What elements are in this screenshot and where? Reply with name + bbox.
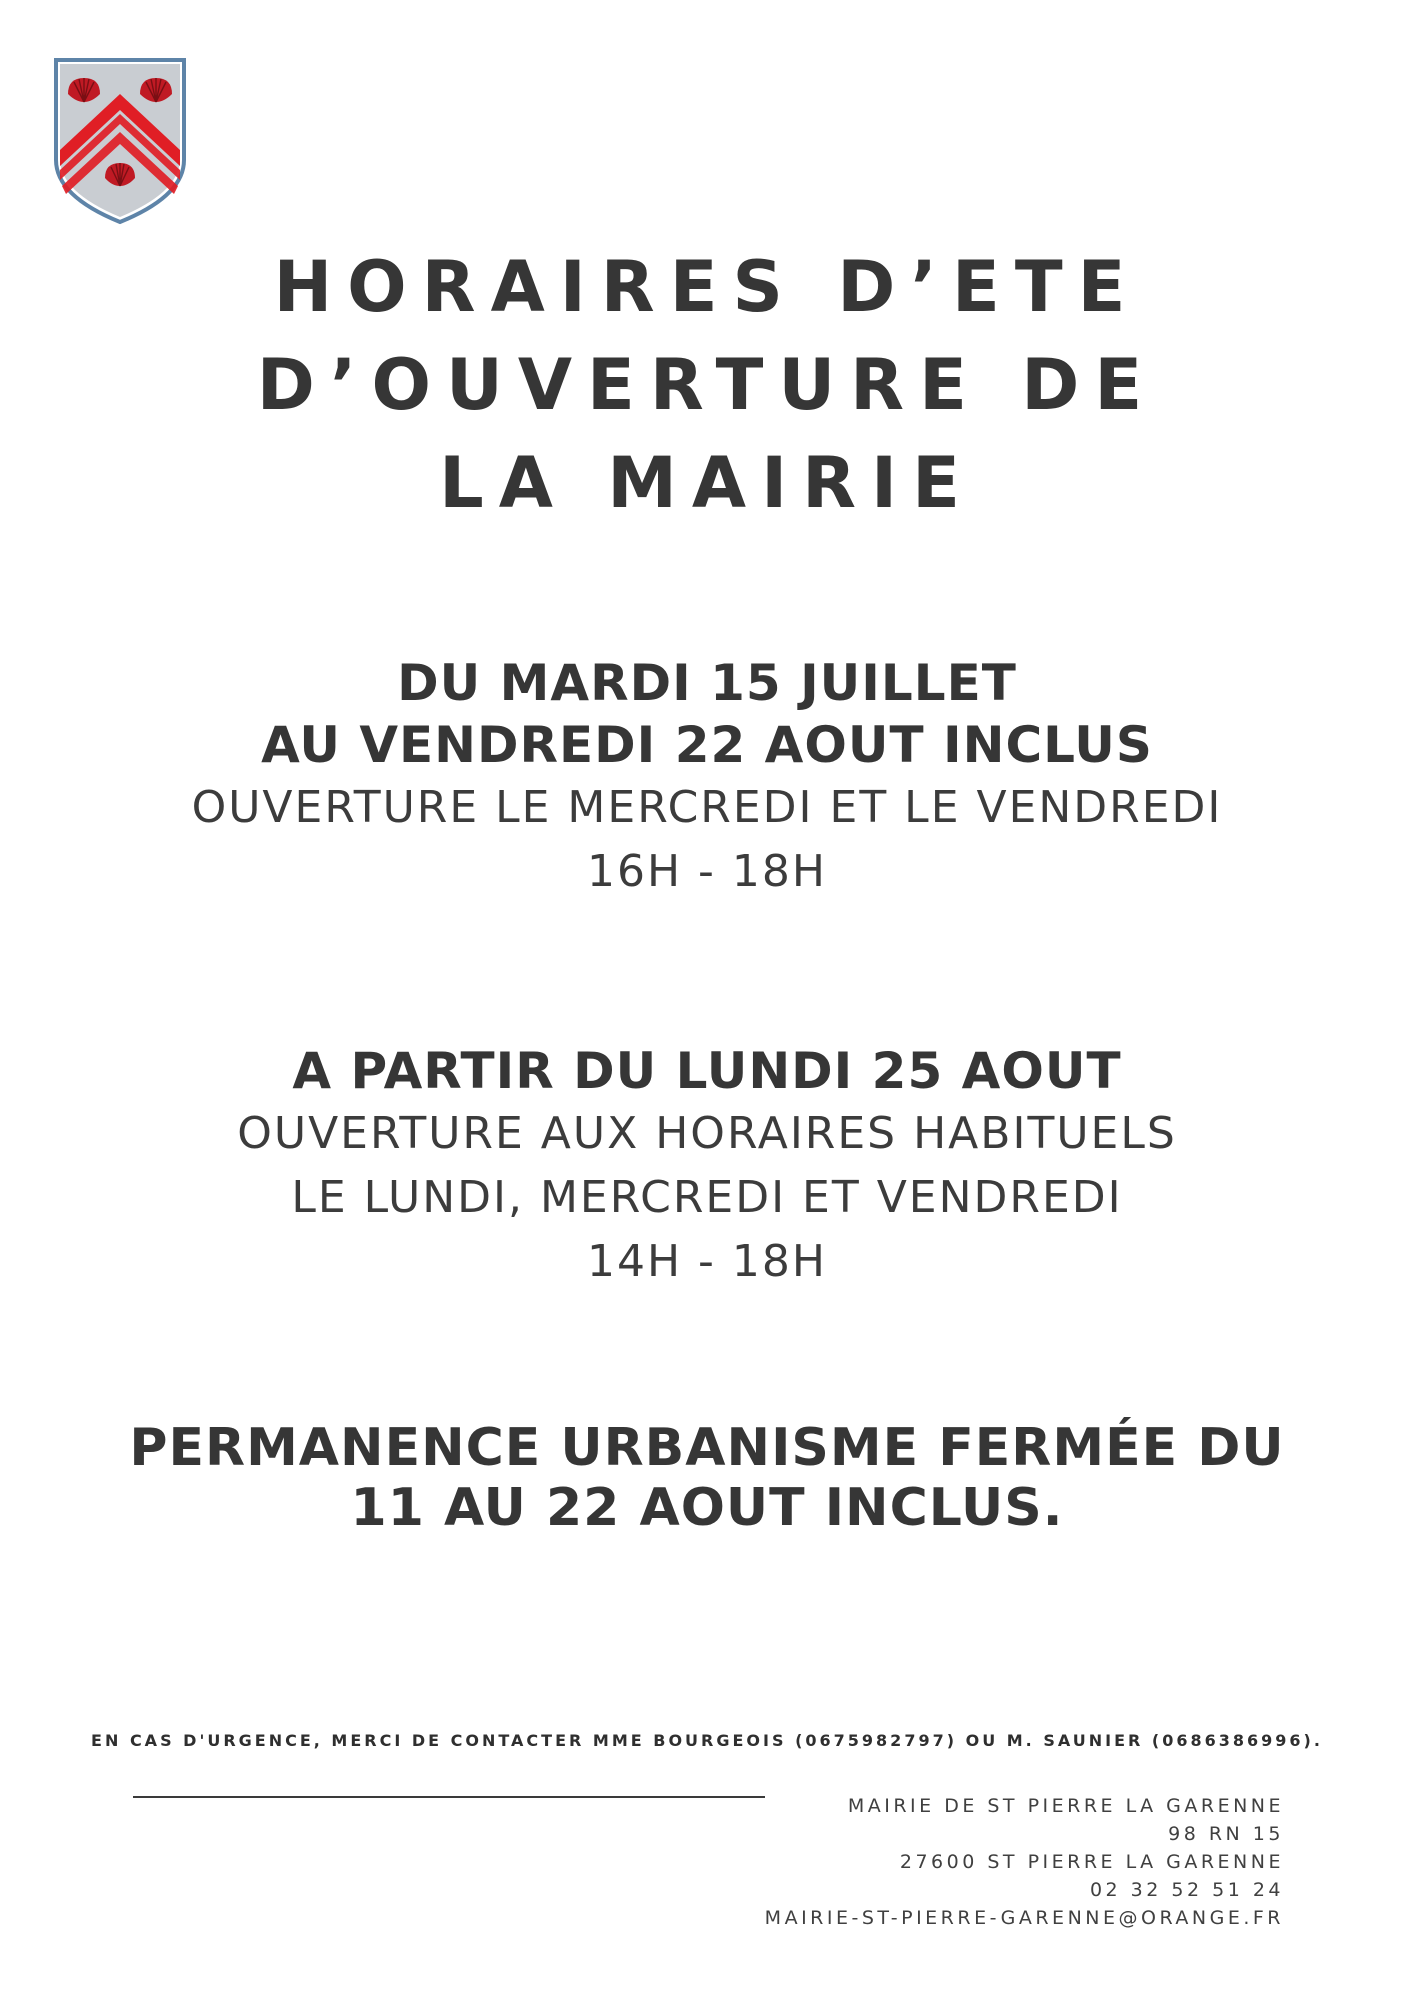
address-street: 98 RN 15 (1168, 1823, 1284, 1845)
permanence-notice (0, 1418, 1414, 1538)
regular-line-1: OUVERTURE AUX HORAIRES HABITUELS (237, 1108, 1177, 1159)
address-city: 27600 ST PIERRE LA GARENNE (899, 1851, 1284, 1873)
summer-heading-1: DU MARDI 15 JUILLET (397, 654, 1017, 712)
mairie-address (765, 1792, 1284, 1932)
title-line-2: D’OUVERTURE DE (256, 344, 1158, 426)
regular-schedule (0, 1040, 1414, 1294)
address-email[interactable]: MAIRIE-ST-PIERRE-GARENNE@ORANGE.FR (764, 1907, 1284, 1929)
summer-hours: 16H - 18H (587, 846, 827, 897)
permanence-line-1: PERMANENCE URBANISME FERMÉE DU (129, 1418, 1285, 1478)
emergency-contact: EN CAS D'URGENCE, MERCI DE CONTACTER MME BOURGEOIS (0675982797) OU M. SAUNIER (0686386996). (91, 1731, 1323, 1750)
address-phone: 02 32 52 51 24 (1089, 1879, 1284, 1901)
summer-heading-2: AU VENDREDI 22 AOUT INCLUS (261, 716, 1153, 774)
page-title (0, 238, 1414, 532)
summer-schedule (0, 652, 1414, 904)
address-name: MAIRIE DE ST PIERRE LA GARENNE (847, 1795, 1284, 1817)
footer-divider (133, 1796, 765, 1798)
regular-days: LE LUNDI, MERCREDI ET VENDREDI (291, 1172, 1123, 1223)
title-line-1: HORAIRES D’ETE (273, 246, 1141, 328)
permanence-line-2: 11 AU 22 AOUT INCLUS. (350, 1478, 1064, 1538)
regular-heading: A PARTIR DU LUNDI 25 AOUT (292, 1042, 1122, 1100)
title-line-3: LA MAIRIE (439, 442, 975, 524)
coat-of-arms-shield-icon (54, 58, 186, 225)
summer-days: OUVERTURE LE MERCREDI ET LE VENDREDI (191, 782, 1223, 833)
regular-hours: 14H - 18H (587, 1236, 827, 1287)
